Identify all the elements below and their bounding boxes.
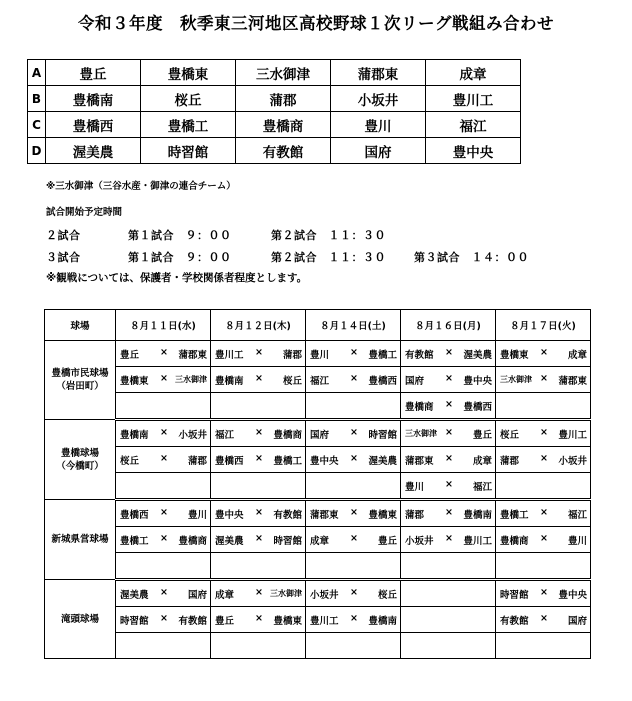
- matchup-cell: [401, 393, 496, 420]
- team-a: 豊橋東: [500, 350, 529, 361]
- empty-cell: [211, 393, 306, 420]
- matchup-cell: [401, 420, 496, 447]
- date-header: ８月１６日(月): [401, 310, 496, 341]
- group-label: A: [28, 60, 46, 86]
- vs-mark: ×: [540, 427, 548, 438]
- team-a: 豊橋西: [120, 510, 149, 521]
- matchup-cell: [496, 500, 591, 527]
- venue-name-line: （今橋町）: [56, 460, 104, 472]
- two-games-label: ２試合: [46, 229, 81, 242]
- group-row: [28, 112, 521, 138]
- date-header: ８月１１日(水): [116, 310, 211, 341]
- empty-cell: [401, 633, 496, 659]
- group-label: B: [28, 86, 46, 112]
- matchup-cell: [496, 607, 591, 633]
- team-a: 豊橋南: [120, 430, 149, 441]
- vs-mark: ×: [540, 507, 548, 518]
- group-team: 桜丘: [141, 86, 236, 112]
- team-a: 豊川: [405, 482, 425, 493]
- group-team: 渥美農: [46, 138, 141, 164]
- team-a: 桜丘: [500, 430, 520, 441]
- vs-mark: ×: [350, 507, 358, 518]
- matchup-cell: [496, 580, 591, 607]
- vs-mark: ×: [255, 373, 263, 384]
- matchup-cell: [496, 367, 591, 393]
- team-a: 福江: [310, 376, 330, 387]
- vs-mark: ×: [540, 587, 548, 598]
- team-b: 有教館: [273, 510, 302, 521]
- team-a: 蒲郡東: [405, 456, 434, 467]
- vs-mark: ×: [540, 347, 548, 358]
- empty-cell: [306, 473, 401, 500]
- venue-name-line: （岩田町）: [56, 381, 104, 392]
- team-b: 渥美農: [463, 350, 492, 361]
- team-a: 国府: [405, 376, 425, 387]
- date-header: ８月１７日(火): [496, 310, 591, 341]
- team-b: 豊中央: [558, 590, 587, 601]
- team-a: 豊橋西: [215, 456, 244, 467]
- vs-mark: ×: [350, 587, 358, 598]
- matchup-cell: [116, 607, 211, 633]
- team-b: 豊橋工: [273, 456, 302, 467]
- group-team: 福江: [426, 112, 521, 138]
- team-a: 豊川工: [310, 616, 339, 627]
- vs-mark: ×: [160, 453, 168, 464]
- matchup-cell: [306, 527, 401, 553]
- empty-cell: [306, 553, 401, 580]
- team-b: 豊中央: [463, 376, 492, 387]
- venue-name-line: 滝頭球場: [60, 613, 99, 625]
- vs-mark: ×: [350, 347, 358, 358]
- team-b: 時習館: [273, 536, 302, 547]
- vs-mark: ×: [445, 453, 453, 464]
- matchup-cell: [401, 367, 496, 393]
- venue-name: [45, 500, 116, 580]
- matchup-cell: [116, 527, 211, 553]
- venue-name-line: 豊橋球場: [60, 447, 99, 459]
- vs-mark: ×: [350, 373, 358, 384]
- group-team: 豊丘: [46, 60, 141, 86]
- group-row: [28, 86, 521, 112]
- date-header: ８月１２日(木): [211, 310, 306, 341]
- group-team: 豊橋西: [46, 112, 141, 138]
- schedule-row: [45, 420, 591, 447]
- team-b: 豊川: [567, 536, 587, 547]
- team-a: 豊橋工: [120, 536, 149, 547]
- schedule-row: [45, 393, 591, 420]
- matchup-cell: [211, 367, 306, 393]
- vs-mark: ×: [255, 533, 263, 544]
- team-a: 三水御津: [405, 429, 437, 438]
- vs-mark: ×: [160, 613, 168, 624]
- matchup-cell: [116, 447, 211, 473]
- team-b: 三水御津: [270, 589, 302, 598]
- venue-name-line: 新城県営球場: [51, 534, 109, 545]
- matchup-cell: [306, 580, 401, 607]
- team-a: 有教館: [405, 350, 434, 361]
- team-a: 成章: [310, 536, 330, 547]
- schedule-row: [45, 607, 591, 633]
- schedule-row: [45, 473, 591, 500]
- vs-mark: ×: [445, 427, 453, 438]
- team-a: 豊中央: [215, 510, 244, 521]
- group-team: 豊橋南: [46, 86, 141, 112]
- three-games-third-time: 第３試合 １４：００: [414, 251, 529, 264]
- team-b: 国府: [567, 616, 587, 627]
- team-a: 豊橋東: [120, 376, 149, 387]
- matchup-cell: [116, 367, 211, 393]
- vs-mark: ×: [160, 347, 168, 358]
- team-a: 小坂井: [405, 536, 434, 547]
- vs-mark: ×: [255, 613, 263, 624]
- team-b: 桜丘: [377, 590, 397, 601]
- two-games-first-time: 第１試合 ９：００: [128, 229, 232, 242]
- group-team: 時習館: [141, 138, 236, 164]
- vs-mark: ×: [160, 507, 168, 518]
- vs-mark: ×: [445, 347, 453, 358]
- team-a: 豊川工: [215, 350, 244, 361]
- vs-mark: ×: [540, 453, 548, 464]
- team-b: 成章: [472, 456, 492, 467]
- team-a: 三水御津: [500, 375, 532, 384]
- group-team: 豊橋東: [141, 60, 236, 86]
- empty-cell: [306, 633, 401, 659]
- matchup-cell: [306, 341, 401, 367]
- vs-mark: ×: [540, 373, 548, 384]
- vs-mark: ×: [255, 347, 263, 358]
- team-b: 成章: [567, 350, 587, 361]
- empty-cell: [496, 393, 591, 420]
- empty-cell: [211, 553, 306, 580]
- schedule-row: [45, 341, 591, 367]
- team-b: 渥美農: [368, 456, 397, 467]
- team-b: 豊川工: [558, 430, 587, 441]
- vs-mark: ×: [255, 427, 263, 438]
- team-a: 桜丘: [120, 456, 140, 467]
- team-a: 成章: [215, 590, 235, 601]
- team-a: 豊丘: [120, 350, 140, 361]
- matchup-cell: [211, 447, 306, 473]
- matchup-cell: [306, 367, 401, 393]
- team-a: 蒲郡東: [310, 510, 339, 521]
- team-b: 豊川: [187, 510, 207, 521]
- team-a: 豊橋南: [215, 376, 244, 387]
- vs-mark: ×: [445, 479, 453, 490]
- matchup-cell: [496, 420, 591, 447]
- empty-cell: [116, 393, 211, 420]
- group-team: 小坂井: [331, 86, 426, 112]
- team-b: 小坂井: [558, 456, 587, 467]
- vs-mark: ×: [255, 587, 263, 598]
- two-games-second-time: 第２試合 １１：３０: [271, 229, 386, 242]
- team-a: 時習館: [120, 616, 149, 627]
- team-b: 有教館: [178, 616, 207, 627]
- team-b: 福江: [567, 510, 587, 521]
- vs-mark: ×: [255, 507, 263, 518]
- spectator-note: ※観戦については、保護者・学校関係者程度とします。: [46, 272, 308, 284]
- start-times-heading: 試合開始予定時間: [46, 207, 123, 218]
- team-a: 蒲郡: [405, 510, 425, 521]
- matchup-cell: [496, 341, 591, 367]
- team-a: 渥美農: [120, 590, 149, 601]
- group-team: 蒲郡東: [331, 60, 426, 86]
- group-team: 成章: [426, 60, 521, 86]
- empty-cell: [116, 633, 211, 659]
- team-a: 福江: [215, 430, 235, 441]
- matchup-cell: [211, 580, 306, 607]
- venue-header: 球場: [45, 310, 116, 341]
- team-b: 桜丘: [282, 376, 302, 387]
- group-team: 豊川: [331, 112, 426, 138]
- matchup-cell: [116, 500, 211, 527]
- empty-cell: [116, 553, 211, 580]
- vs-mark: ×: [540, 613, 548, 624]
- empty-cell: [306, 393, 401, 420]
- vs-mark: ×: [160, 427, 168, 438]
- team-a: 豊橋商: [405, 402, 434, 413]
- schedule-row: [45, 580, 591, 607]
- team-b: 蒲郡: [187, 456, 207, 467]
- team-a: 豊中央: [310, 456, 339, 467]
- team-b: 蒲郡東: [558, 376, 587, 387]
- team-b: 豊丘: [377, 536, 397, 547]
- team-b: 蒲郡東: [178, 350, 207, 361]
- group-team: 豊橋商: [236, 112, 331, 138]
- schedule-row: [45, 527, 591, 553]
- vs-mark: ×: [160, 373, 168, 384]
- empty-cell: [211, 473, 306, 500]
- matchup-cell: [401, 500, 496, 527]
- team-b: 豊橋西: [368, 376, 397, 387]
- schedule-row: [45, 553, 591, 580]
- vs-mark: ×: [445, 399, 453, 410]
- team-b: 豊橋西: [463, 402, 492, 413]
- three-games-label: ３試合: [46, 251, 81, 264]
- team-b: 蒲郡: [282, 350, 302, 361]
- three-games-second-time: 第２試合 １１：３０: [271, 251, 386, 264]
- matchup-cell: [401, 527, 496, 553]
- team-b: 豊橋南: [368, 616, 397, 627]
- matchup-cell: [401, 473, 496, 500]
- group-label: C: [28, 112, 46, 138]
- team-b: 豊丘: [472, 430, 492, 441]
- vs-mark: ×: [445, 507, 453, 518]
- schedule-table: [44, 309, 591, 659]
- group-team: 三水御津: [236, 60, 331, 86]
- empty-cell: [401, 580, 496, 607]
- group-team: 豊橋工: [141, 112, 236, 138]
- team-b: 豊橋南: [463, 510, 492, 521]
- team-a: 豊橋商: [500, 536, 529, 547]
- empty-cell: [496, 553, 591, 580]
- joint-team-note: ※三水御津（三谷水産・御津の連合チーム）: [46, 181, 236, 192]
- team-b: 豊川工: [463, 536, 492, 547]
- vs-mark: ×: [160, 533, 168, 544]
- matchup-cell: [211, 420, 306, 447]
- group-team: 国府: [331, 138, 426, 164]
- empty-cell: [496, 633, 591, 659]
- vs-mark: ×: [350, 533, 358, 544]
- team-a: 豊橋工: [500, 510, 529, 521]
- schedule-row: [45, 367, 591, 393]
- page-title: 令和３年度 秋季東三河地区高校野球１次リーグ戦組み合わせ: [78, 14, 554, 33]
- matchup-cell: [306, 447, 401, 473]
- team-b: 小坂井: [178, 430, 207, 441]
- empty-cell: [496, 473, 591, 500]
- schedule-row: [45, 447, 591, 473]
- group-table: [27, 59, 521, 164]
- team-b: 豊橋商: [178, 536, 207, 547]
- team-b: 豊橋工: [368, 350, 397, 361]
- date-header: ８月１４日(土): [306, 310, 401, 341]
- venue-name: [45, 341, 116, 420]
- team-a: 時習館: [500, 590, 529, 601]
- matchup-cell: [211, 500, 306, 527]
- team-a: 蒲郡: [500, 456, 520, 467]
- team-a: 渥美農: [215, 536, 244, 547]
- team-a: 国府: [310, 430, 330, 441]
- matchup-cell: [401, 447, 496, 473]
- matchup-cell: [116, 580, 211, 607]
- vs-mark: ×: [445, 533, 453, 544]
- matchup-cell: [211, 341, 306, 367]
- empty-cell: [211, 633, 306, 659]
- schedule-row: [45, 500, 591, 527]
- matchup-cell: [401, 341, 496, 367]
- vs-mark: ×: [350, 427, 358, 438]
- group-label: D: [28, 138, 46, 164]
- team-a: 豊丘: [215, 616, 235, 627]
- matchup-cell: [306, 420, 401, 447]
- schedule-header-row: [45, 310, 591, 341]
- empty-cell: [116, 473, 211, 500]
- group-team: 豊中央: [426, 138, 521, 164]
- vs-mark: ×: [445, 373, 453, 384]
- team-a: 有教館: [500, 616, 529, 627]
- vs-mark: ×: [350, 613, 358, 624]
- group-team: 有教館: [236, 138, 331, 164]
- team-b: 豊橋商: [273, 430, 302, 441]
- matchup-cell: [116, 341, 211, 367]
- matchup-cell: [211, 607, 306, 633]
- matchup-cell: [306, 607, 401, 633]
- vs-mark: ×: [350, 453, 358, 464]
- matchup-cell: [496, 447, 591, 473]
- group-team: 蒲郡: [236, 86, 331, 112]
- team-b: 国府: [187, 590, 207, 601]
- team-b: 三水御津: [175, 375, 207, 384]
- group-row: [28, 138, 521, 164]
- vs-mark: ×: [540, 533, 548, 544]
- team-b: 時習館: [368, 430, 397, 441]
- group-team: 豊川工: [426, 86, 521, 112]
- matchup-cell: [211, 527, 306, 553]
- schedule-row: [45, 633, 591, 659]
- team-b: 福江: [472, 482, 492, 493]
- empty-cell: [401, 607, 496, 633]
- group-row: [28, 60, 521, 86]
- team-a: 小坂井: [310, 590, 339, 601]
- matchup-cell: [306, 500, 401, 527]
- venue-name: [45, 580, 116, 659]
- empty-cell: [401, 553, 496, 580]
- three-games-first-time: 第１試合 ９：００: [128, 251, 232, 264]
- venue-name: [45, 420, 116, 500]
- matchup-cell: [496, 527, 591, 553]
- team-b: 豊橋東: [273, 616, 302, 627]
- team-a: 豊川: [310, 350, 330, 361]
- vs-mark: ×: [255, 453, 263, 464]
- team-b: 豊橋東: [368, 510, 397, 521]
- vs-mark: ×: [160, 587, 168, 598]
- venue-name-line: 豊橋市民球場: [51, 368, 109, 379]
- matchup-cell: [116, 420, 211, 447]
